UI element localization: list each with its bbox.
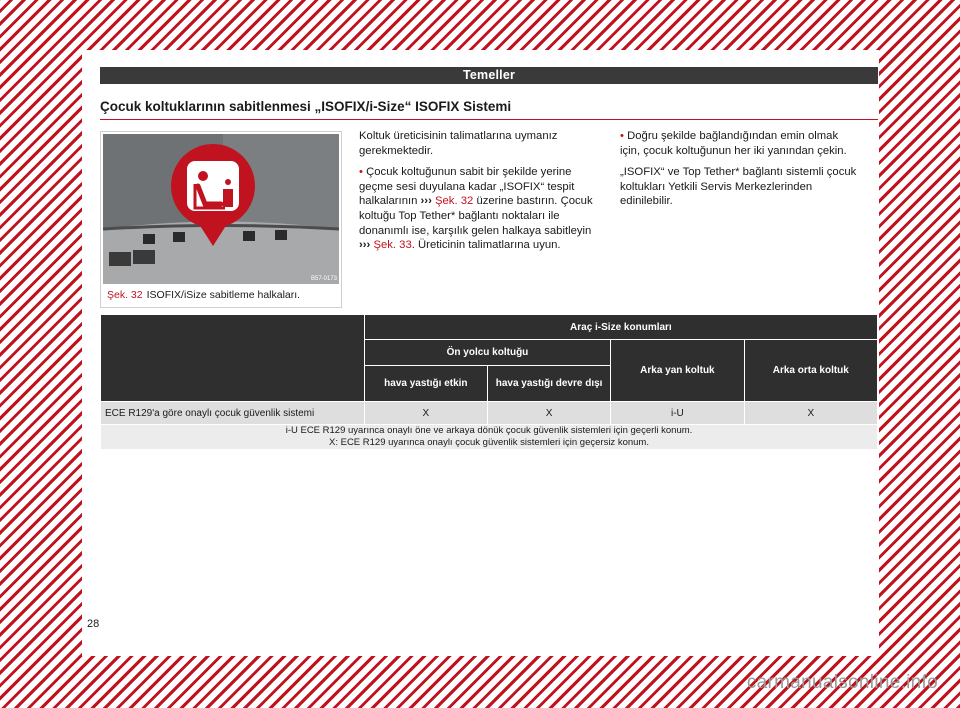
- figure-33-link[interactable]: Şek. 33: [373, 239, 412, 252]
- table-airbag-on-header: hava yastığı etkin: [364, 366, 487, 402]
- table-cell: i-U: [611, 402, 744, 425]
- figure-isofix: [100, 131, 342, 308]
- availability-note: „ISOFIX“ ve Top Tether* bağlantı sistemli çocuk koltukları Yetkili Servis Merkezlerinden edinilebilir.: [620, 166, 857, 208]
- table-note-line-2: X: ECE R129 uyarınca onaylı çocuk güvenlik sistemleri için geçersiz konum.: [329, 437, 649, 448]
- table-cell: X: [364, 402, 487, 425]
- page-number: 28: [87, 618, 100, 630]
- step-1-text-a: Çocuk koltuğunun sabit bir şekilde yerine geçme sesi duyulana kadar „ISOFIX“ tespit halkalarının: [359, 166, 575, 208]
- manual-page: [82, 50, 879, 656]
- step-1-text-b: üzerine bastırın. Çocuk koltuğu Top Tether* bağlantı noktaları ile donanımlı ise, karşılık gelen halkaya sabitleyin: [359, 195, 593, 237]
- ref-arrow-icon: ›››: [420, 195, 432, 208]
- table-airbag-off-header: hava yastığı devre dışı: [487, 366, 610, 402]
- ref-arrow-icon: ›››: [359, 239, 371, 252]
- table-front-seat-header: Ön yolcu koltuğu: [364, 340, 610, 366]
- table-note: [101, 425, 878, 450]
- watermark: carmanualsonline.info: [746, 672, 938, 693]
- caption-figure-ref: Şek. 32: [107, 289, 143, 301]
- table-corner-cell: [101, 315, 365, 402]
- caption-text: ISOFIX/iSize sabitleme halkaları.: [146, 289, 301, 301]
- table-row: [101, 402, 878, 425]
- image-code: B57-0173: [311, 276, 338, 282]
- figure-caption: [107, 289, 337, 301]
- text-column-1: [359, 129, 599, 260]
- page-title: Çocuk koltuklarının sabitlenmesi „ISOFIX/i-Size“ ISOFIX Sistemi: [100, 99, 512, 114]
- step-2-paragraph: [620, 129, 860, 158]
- table-note-line-1: i-U ECE R129 uyarınca onaylı öne ve arkaya dönük çocuk güvenlik sistemleri için geçerli konum.: [285, 425, 693, 436]
- table-rear-center-header: Arka orta koltuk: [744, 340, 877, 402]
- intro-paragraph: Koltuk üreticisinin talimatlarına uymanız gerekmektedir.: [359, 130, 558, 157]
- figure-32-link[interactable]: Şek. 32: [434, 195, 474, 208]
- title-divider: [100, 119, 878, 120]
- table-rear-side-header: Arka yan koltuk: [611, 340, 744, 402]
- text-column-2: [620, 129, 860, 216]
- seat-photo-illustration: [103, 134, 339, 284]
- table-cell: X: [487, 402, 610, 425]
- table-note-row: [101, 425, 878, 450]
- section-header: Temeller: [100, 67, 878, 84]
- table-group-header: Araç i-Size konumları: [364, 315, 877, 340]
- table-cell: X: [744, 402, 877, 425]
- step-1-paragraph: [359, 165, 599, 253]
- bullet-icon: •: [620, 130, 624, 142]
- isize-positions-table: [100, 314, 878, 450]
- bullet-icon: •: [359, 166, 363, 179]
- step-2-text: Doğru şekilde bağlandığından emin olmak için, çocuk koltuğunun her iki yanından çekin.: [620, 130, 847, 157]
- step-1-text-c: . Üreticinin talimatlarına uyun.: [411, 239, 561, 252]
- table-row-label: ECE R129'a göre onaylı çocuk güvenlik sistemi: [101, 402, 365, 425]
- seat-photo: [103, 134, 339, 284]
